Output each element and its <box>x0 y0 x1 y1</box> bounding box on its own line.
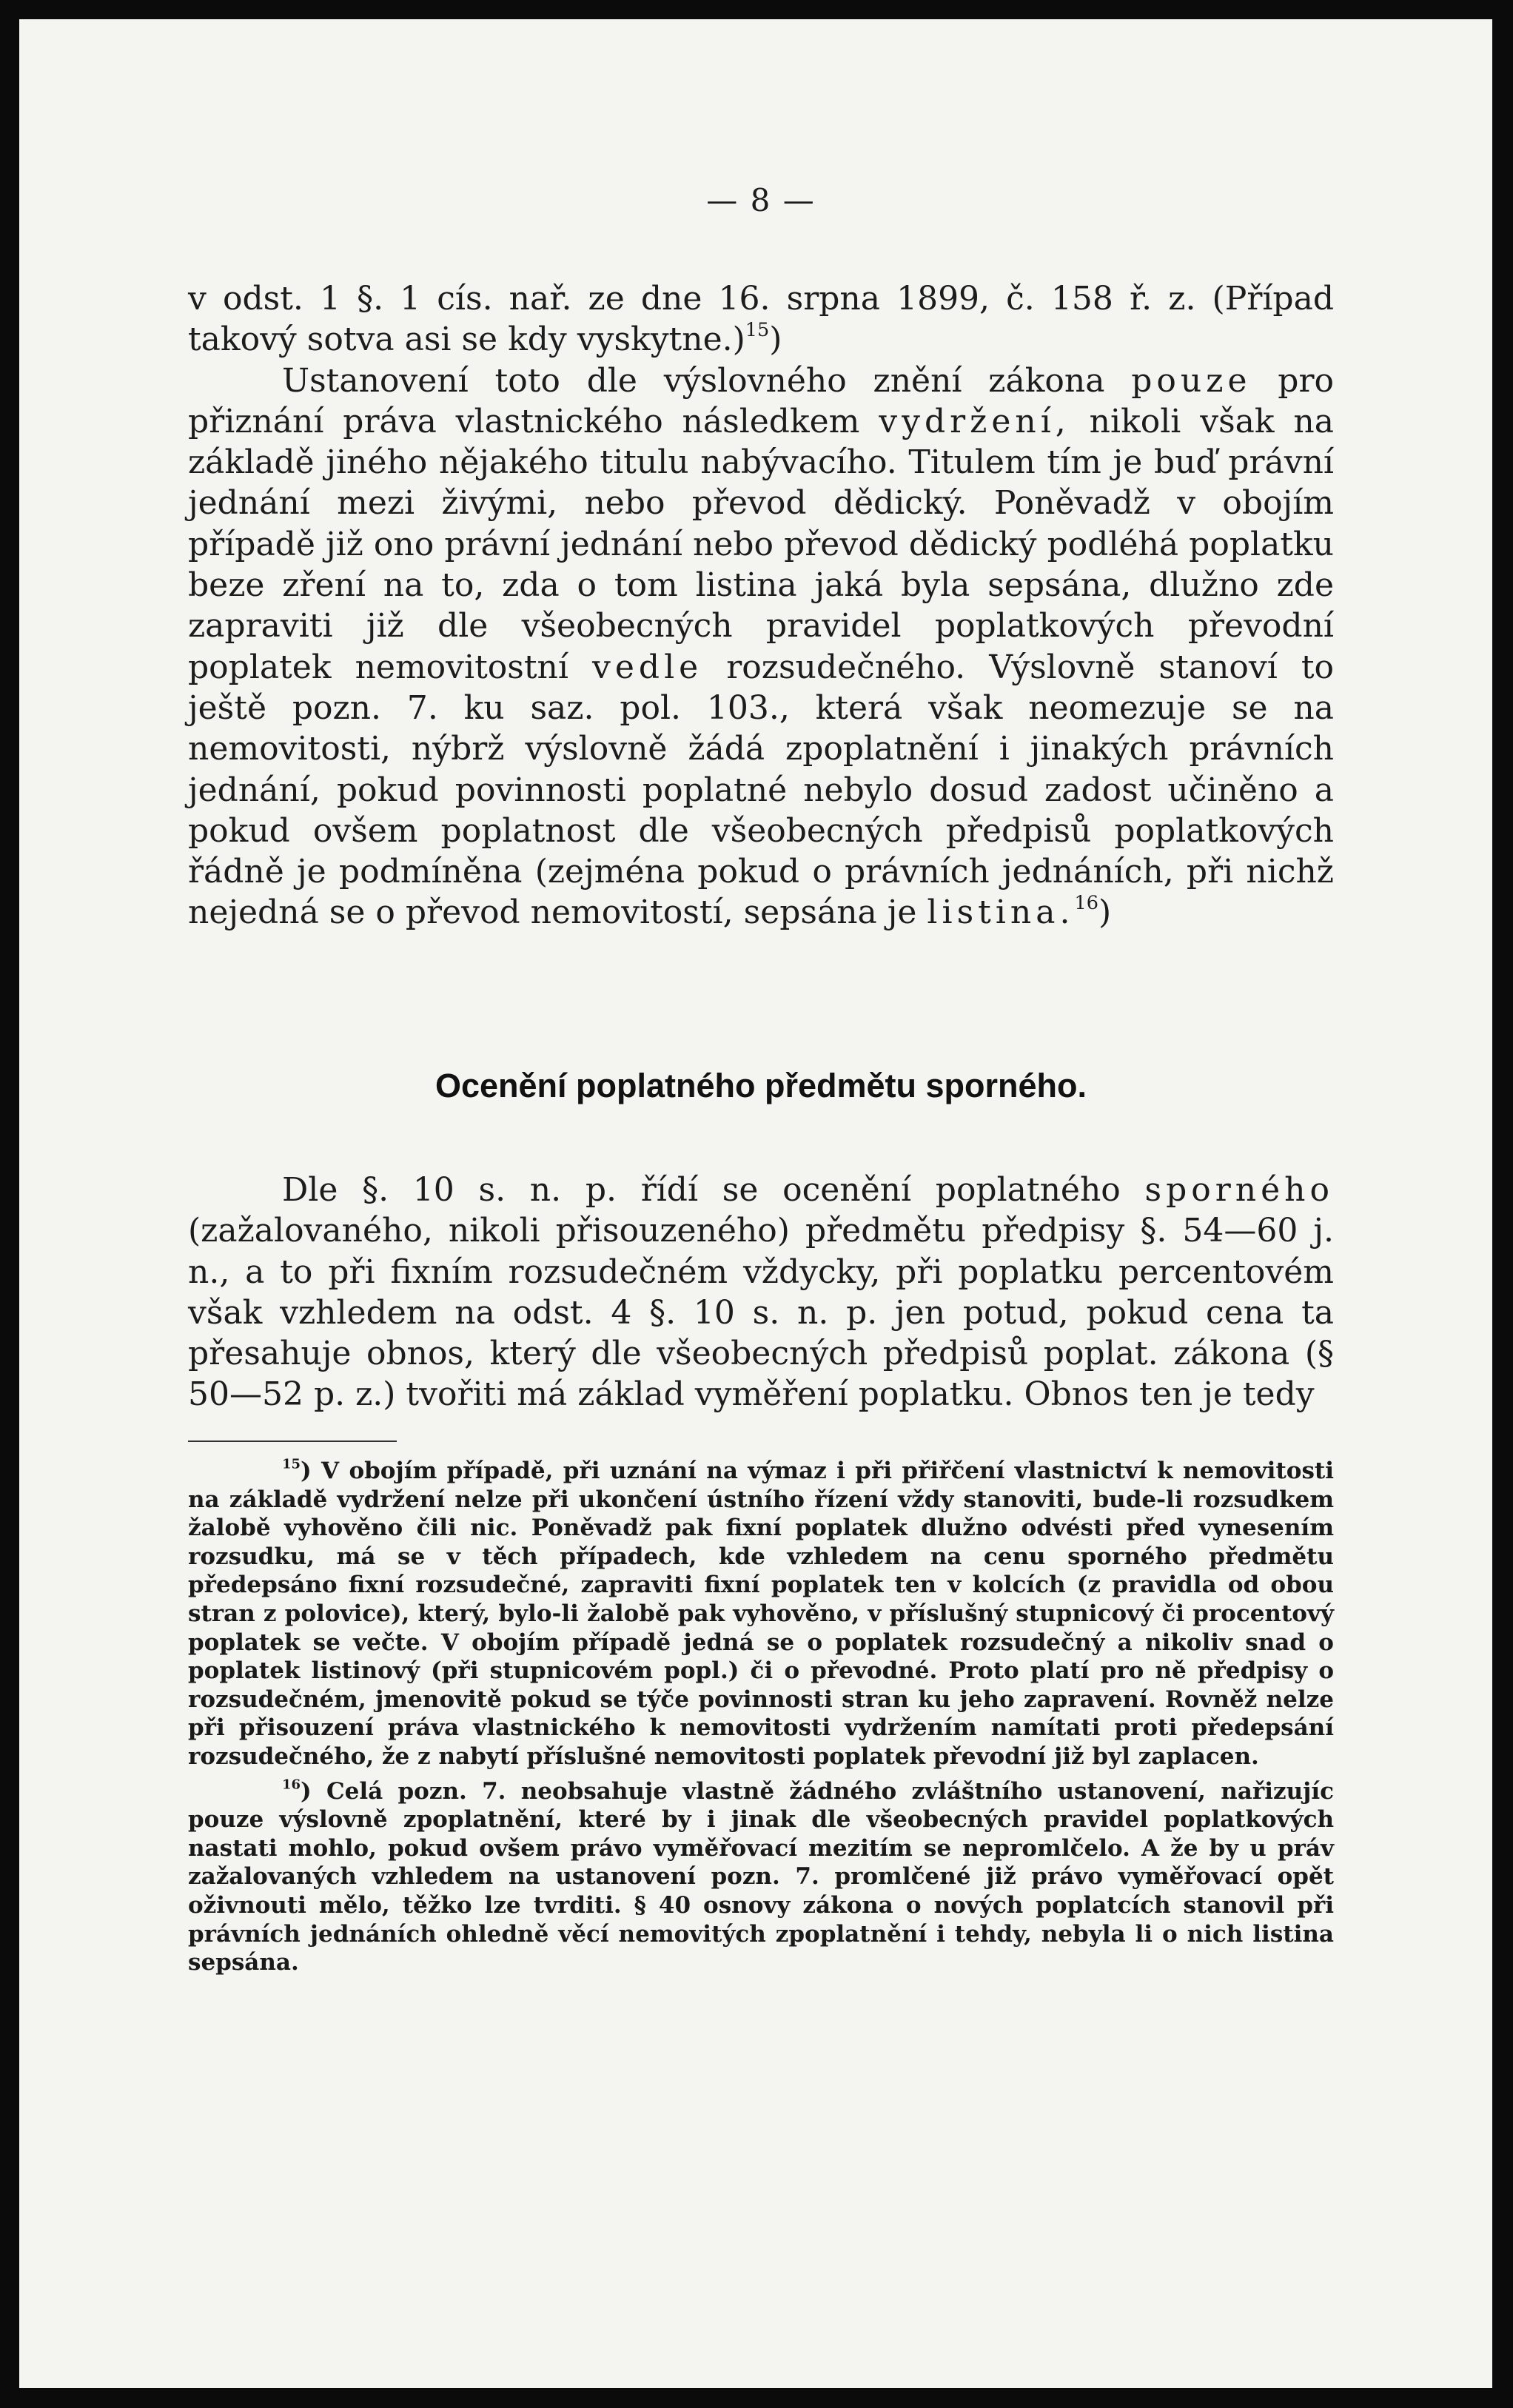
paragraph-continuation: v odst. 1 §. 1 cís. nař. ze dne 16. srpna 1899, č. 158 ř. z. (Případ takový sotva asi se kdy vyskytne.)$^{15}$) <box>188 280 1334 359</box>
paragraph-text: nikoli však na základě jiného nějakého titulu nabývacího. Titulem tím je buď právní jednání mezi živými, nebo převod dědický. Poněvadž v obojím případě již ono právní jednání nebo převod dědický podléhá poplatku beze zření na to, zda o tom listina jaká byla sepsána, dlužno zde zapraviti již dle všeobecných pravidel poplatkových převodní poplatek nemovitostní <box>188 402 1334 686</box>
emphasis-sporneho: sporného <box>1144 1171 1334 1209</box>
emphasis-vedle: vedle <box>592 648 703 686</box>
paragraph-text: v odst. 1 §. 1 cís. nař. ze dne 16. srpna 1899, č. 158 ř. z. (Případ takový sotva asi se kdy vyskytne.) <box>188 280 1334 359</box>
paragraph-text: pro přiznání práva vlastnického následkem <box>188 361 1334 440</box>
scanned-page <box>19 19 1492 2388</box>
emphasis-vydrzeni: vydržení, <box>879 402 1070 440</box>
footnote-number: 16 <box>282 1777 301 1793</box>
emphasis-pouze: pouze <box>1131 361 1252 400</box>
footnote-15: $^{15}$) V obojím případě, při uznání na výmaz i při přiřčení vlastnictví k nemovitosti na základě vydržení nelze při ukončení ústního řízení vždy stanoviti, bude-li rozsudkem žalobě vyhověno čili nic. Poněvadž pak fixní poplatek dlužno odvésti před vynesením rozsudku, má se v těch případech, kde vzhledem na cenu sporného předmětu předepsáno fixní rozsudečné, zapraviti fixní poplatek ten v kolcích (z pravidla od obou stran z polovice), který, bylo-li žalobě pak vyhověno, v příslušný stupnicový či procentový poplatek se večte. V obojím případě jedná se o poplatek rozsudečný a nikoliv snad o poplatek listinový (při stupnicovém popl.) či o převodné. Proto platí pro ně předpisy o rozsudečném, jmenovitě pokud se týče povinnosti stran ku jeho zapravení. Rovněž nelze při přisouzení práva vlastnického k nemovitosti vydržením namítati proti předepsání rozsudečného, že z nabytí příslušné nemovitosti poplatek převodní již byl zaplacen. <box>188 1456 1334 1770</box>
paragraph-text: (zažalovaného, nikoli přisouzeného) předmětu předpisy §. 54—60 j. n., a to při fixním rozsudečném vždycky, při poplatku percentovém však vzhledem na odst. 4 §. 10 s. n. p. jen potud, pokud cena ta přesahuje obnos, který dle všeobecných předpisů poplat. zákona (§ 50—52 p. z.) tvořiti má základ vyměření poplatku. Obnos ten je tedy <box>188 1212 1334 1414</box>
paragraph-text: Ustanovení toto dle výslovného znění zákona <box>282 361 1132 400</box>
section-text <box>188 1137 1334 1448</box>
paragraph-oceneni <box>188 1170 1334 1415</box>
footnote-text: Celá pozn. 7. neobsahuje vlastně žádného zvláštního ustanovení, nařizujíc pouze výslovně zpoplatnění, které by i jinak dle všeobecných pravidel poplatkových nastati mohlo, pokud ovšem právo vyměřovací mezitím se nepromlčelo. A že by u práv zažalovaných vzhledem na ustanovení pozn. 7. promlčené již právo vyměřovací opět oživnouti mělo, těžko lze tvrditi. § 40 osnovy zákona o nových poplatcích stanovil při právních jednáních ohledně věcí nemovitých zpoplatnění i tehdy, nebyla li o nich listina sepsána. <box>188 1777 1334 1976</box>
footnote-divider <box>188 1441 397 1442</box>
footnote-ref-15[interactable]: 15 <box>745 319 770 342</box>
footnote-number: 15 <box>282 1456 301 1472</box>
paragraph-text: Dle §. 10 s. n. p. řídí se ocenění poplatného <box>282 1171 1145 1209</box>
paragraph-vydrzeni <box>188 360 1334 933</box>
footnote-16: $^{16}$) Celá pozn. 7. neobsahuje vlastně žádného zvláštního ustanovení, nařizujíc pouze výslovně zpoplatnění, které by i jinak dle všeobecných pravidel poplatkových nastati mohlo, pokud ovšem právo vyměřovací mezitím se nepromlčelo. A že by u práv zažalovaných vzhledem na ustanovení pozn. 7. promlčené již právo vyměřovací opět oživnouti mělo, těžko lze tvrditi. § 40 osnovy zákona o nových poplatcích stanovil při právních jednáních ohledně věcí nemovitých zpoplatnění i tehdy, nebyla li o nich listina sepsána. <box>188 1777 1334 1976</box>
footnote-text: V obojím případě, při uznání na výmaz i při přiřčení vlastnictví k nemovitosti na základě vydržení nelze při ukončení ústního řízení vždy stanoviti, bude-li rozsudkem žalobě vyhověno čili nic. Poněvadž pak fixní poplatek dlužno odvésti před vynesením rozsudku, má se v těch případech, kde vzhledem na cenu sporného předmětu předepsáno fixní rozsudečné, zapraviti fixní poplatek ten v kolcích (z pravidla od obou stran z polovice), který, bylo-li žalobě pak vyhověno, v příslušný stupnicový či procentový poplatek se večte. V obojím případě jedná se o poplatek rozsudečný a nikoliv snad o poplatek listinový (při stupnicovém popl.) či o převodné. Proto platí pro ně předpisy o rozsudečném, jmenovitě pokud se týče povinnosti stran ku jeho zapravení. Rovněž nelze při přisouzení práva vlastnického k nemovitosti vydržením namítati proti předepsání rozsudečného, že z nabytí příslušné nemovitosti poplatek převodní již byl zaplacen. <box>188 1458 1334 1770</box>
paragraph-text: rozsudečného. Výslovně stanoví to ještě pozn. 7. ku saz. pol. 103., která však neomezuje se na nemovitosti, nýbrž výslovně žádá zpoplatnění i jinakých právních jednání, pokud povinnosti poplatné nebylo dosud zadost učiněno a pokud ovšem poplatnost dle všeobecných předpisů poplatkových řádně je podmíněna (zejména pokud o právních jednáních, při nichž nejedná se o převod nemovitostí, sepsána je <box>188 648 1334 932</box>
section-heading: Ocenění poplatného předmětu sporného. <box>435 1067 1087 1104</box>
page-number: — 8 — <box>706 182 816 218</box>
paragraph-end: ) <box>1098 893 1112 932</box>
main-text <box>188 278 1334 933</box>
footnotes <box>188 1457 1334 1983</box>
emphasis-listina: listina. <box>927 893 1075 932</box>
footnote-ref-16[interactable]: 16 <box>1074 892 1098 915</box>
